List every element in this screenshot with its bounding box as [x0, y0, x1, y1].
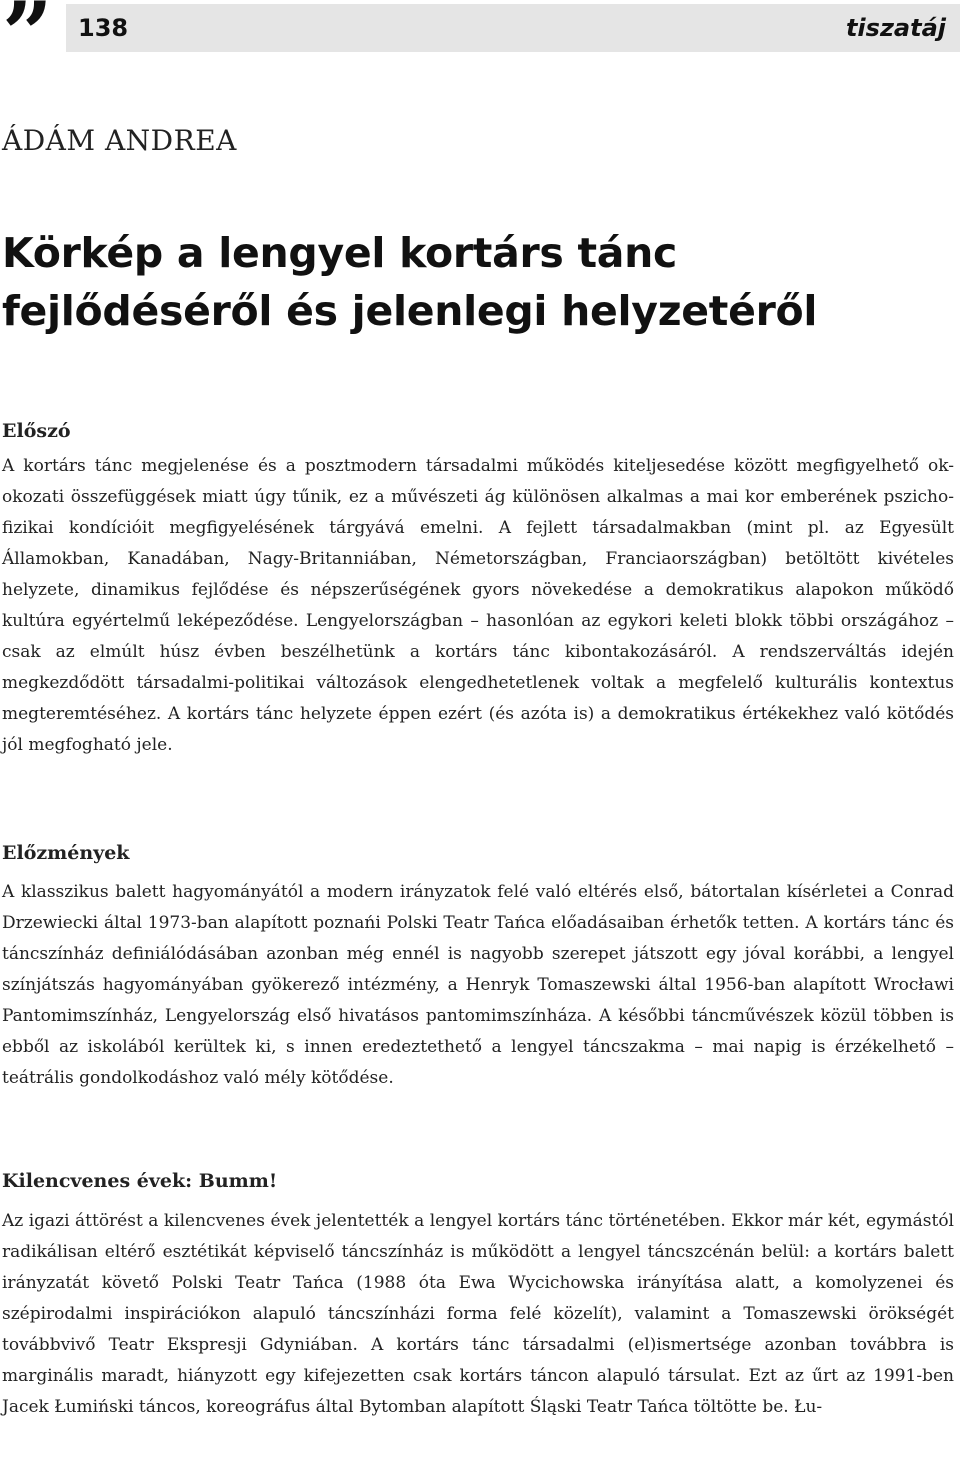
quote-icon: ”: [2, 0, 47, 86]
section-heading-kilencvenes-evek: Kilencvenes évek: Bumm!: [2, 1170, 278, 1192]
paragraph-eloszo: A kortárs tánc megjelenése és a posztmodern társadalmi működés kiteljesedése között megfigyelhető ok-okozati összefüggések miatt úgy tűnik, ez a művészeti ág különösen alkalmas a mai kor emberének pszicho-fizikai kondícióit megfigyelésének tárgyává emelni. A fejlett társadalmakban (mint pl. az Egyesült Államokban, Kanadában, Nagy-Britanniában, Németországban, Franciaországban) betöltött kivételes helyzete, dinamikus fejlődése és népszerűségének gyors növekedése a demokratikus alapokon működő kultúra egyértelmű leképeződése. Lengyelországban – hasonlóan az egykori keleti blokk többi országához – csak az elmúlt húsz évben beszélhetünk a kortárs tánc kibontakozásáról. A rendszerváltás idején megkezdődött társadalmi-politikai változások elengedhetetlenek voltak a megfelelő kulturális kontextus megteremtéséhez. A kortárs tánc helyzete éppen ezért (és azóta is) a demokratikus értékekhez való kötődés jól megfogható jele.: [2, 456, 954, 755]
article-title: Körkép a lengyel kortárs tánc fejlődéséről és jelenlegi helyzetéről: [2, 229, 818, 335]
journal-name: tiszatáj: [845, 14, 946, 42]
section-heading-elozmenyek: Előzmények: [2, 842, 130, 864]
paragraph-kilencvenes-evek: Az igazi áttörést a kilencvenes évek jelentették a lengyel kortárs tánc történetében. Ekkor már két, egymástól radikálisan eltérő esztétikát képviselő táncszínház is működött a lengyel táncszcénán belül: a kortárs balett irányzatát követő Polski Teatr Tańca (1988 óta Ewa Wycichowska irányítása alatt, a komolyzenei és szépirodalmi inspirációkon alapuló táncszínházi forma felé közelít), valamint a Tomaszewski örökségét továbbvivő Teatr Ekspresji Gdyniában. A kortárs tánc társadalmi (el)ismertsége azonban továbbra is marginális maradt, hiányzott egy kifejezetten csak kortárs táncon alapuló társulat. Ezt az űrt az 1991-ben Jacek Łumiński táncos, koreográfus által Bytomban alapított Śląski Teatr Tańca töltötte be. Łu-: [2, 1211, 954, 1417]
author-name: ÁDÁM ANDREA: [2, 124, 237, 157]
page-number: 138: [78, 14, 129, 42]
running-header-bar: [66, 4, 960, 52]
paragraph-elozmenyek: A klasszikus balett hagyományától a modern irányzatok felé való eltérés első, bátortalan kísérletei a Conrad Drzewiecki által 1973-ban alapított poznańi Polski Teatr Tańca előadásaiban érhetők tetten. A kortárs tánc és táncszínház definiálódásában azonban még ennél is nagyobb szerepet játszott egy jóval korábbi, a lengyel színjátszás hagyományában gyökerező intézmény, a Henryk Tomaszewski által 1956-ban alapított Wrocławi Pantomimszínház, Lengyelország első hivatásos pantomimszínháza. A későbbi táncművészek közül többen is ebből az iskolából kerültek ki, s innen eredeztethető a lengyel táncszakma – mai napig is érzékelhető – teátrális gondolkodáshoz való mély kötődése.: [2, 882, 954, 1088]
section-heading-eloszo: Előszó: [2, 420, 71, 442]
